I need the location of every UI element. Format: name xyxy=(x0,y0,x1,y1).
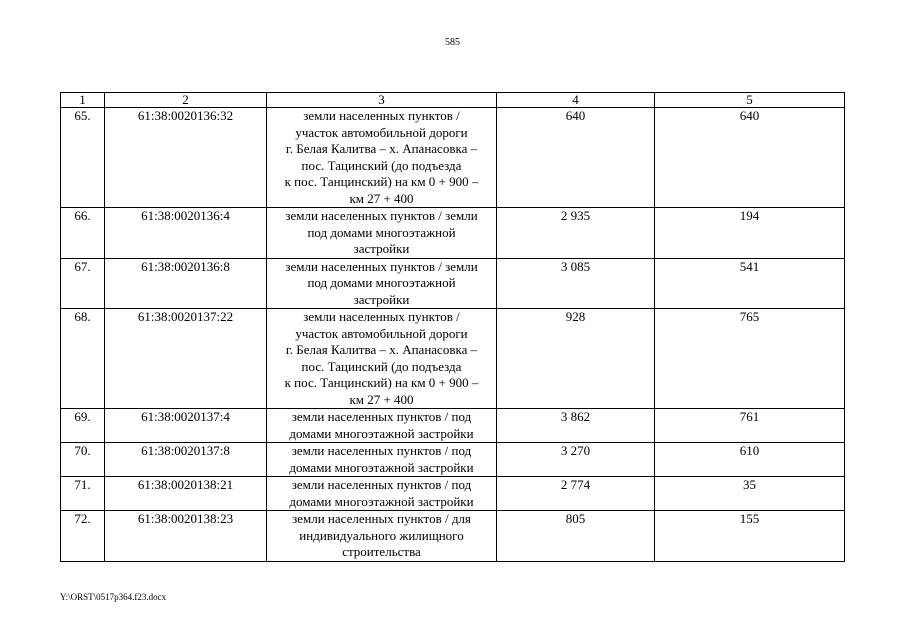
row-number: 69. xyxy=(61,409,105,443)
table-row xyxy=(61,409,845,443)
cadastral-number: 61:38:0020138:21 xyxy=(105,477,267,511)
row-number: 67. xyxy=(61,258,105,309)
row-number: 70. xyxy=(61,443,105,477)
cadastral-number: 61:38:0020137:22 xyxy=(105,309,267,409)
col5-value: 765 xyxy=(655,309,845,409)
col4-value: 805 xyxy=(497,511,655,562)
table-header-row xyxy=(61,93,845,108)
land-description: земли населенных пунктов / под домами многоэтажной застройки xyxy=(267,477,497,511)
table-row xyxy=(61,511,845,562)
table-header xyxy=(61,93,845,108)
page-number: 585 xyxy=(445,37,460,48)
row-number: 66. xyxy=(61,208,105,259)
header-col-2: 2 xyxy=(105,93,267,108)
land-description: земли населенных пунктов / земли под домами многоэтажной застройки xyxy=(267,208,497,259)
col5-value: 640 xyxy=(655,108,845,208)
col5-value: 610 xyxy=(655,443,845,477)
land-description: земли населенных пунктов / земли под домами многоэтажной застройки xyxy=(267,258,497,309)
col4-value: 928 xyxy=(497,309,655,409)
table-row xyxy=(61,443,845,477)
col4-value: 640 xyxy=(497,108,655,208)
table-row xyxy=(61,108,845,208)
row-number: 72. xyxy=(61,511,105,562)
row-number: 71. xyxy=(61,477,105,511)
land-plots-table xyxy=(60,92,845,562)
row-number: 65. xyxy=(61,108,105,208)
table-row xyxy=(61,309,845,409)
header-col-1: 1 xyxy=(61,93,105,108)
cadastral-number: 61:38:0020138:23 xyxy=(105,511,267,562)
col5-value: 35 xyxy=(655,477,845,511)
col4-value: 3 085 xyxy=(497,258,655,309)
table-body xyxy=(61,108,845,562)
col4-value: 3 862 xyxy=(497,409,655,443)
land-description: земли населенных пунктов / под домами многоэтажной застройки xyxy=(267,443,497,477)
col5-value: 155 xyxy=(655,511,845,562)
col4-value: 2 935 xyxy=(497,208,655,259)
table-row xyxy=(61,208,845,259)
footer-file-path: Y:\ORST\0517p364.f23.docx xyxy=(60,592,167,602)
table-row xyxy=(61,477,845,511)
cadastral-number: 61:38:0020136:8 xyxy=(105,258,267,309)
col4-value: 3 270 xyxy=(497,443,655,477)
header-col-5: 5 xyxy=(655,93,845,108)
cadastral-number: 61:38:0020137:8 xyxy=(105,443,267,477)
land-description: земли населенных пунктов / под домами многоэтажной застройки xyxy=(267,409,497,443)
land-description: земли населенных пунктов / для индивидуального жилищного строительства xyxy=(267,511,497,562)
col4-value: 2 774 xyxy=(497,477,655,511)
col5-value: 761 xyxy=(655,409,845,443)
land-description: земли населенных пунктов / участок автомобильной дороги г. Белая Калитва – х. Апанасовка – пос. Тацинский (до подъезда к пос. Танцинский) на км 0 + 900 – км 27 + 400 xyxy=(267,108,497,208)
row-number: 68. xyxy=(61,309,105,409)
cadastral-number: 61:38:0020136:32 xyxy=(105,108,267,208)
cadastral-number: 61:38:0020136:4 xyxy=(105,208,267,259)
col5-value: 541 xyxy=(655,258,845,309)
header-col-4: 4 xyxy=(497,93,655,108)
table-row xyxy=(61,258,845,309)
header-col-3: 3 xyxy=(267,93,497,108)
col5-value: 194 xyxy=(655,208,845,259)
cadastral-number: 61:38:0020137:4 xyxy=(105,409,267,443)
land-description: земли населенных пунктов / участок автомобильной дороги г. Белая Калитва – х. Апанасовка – пос. Тацинский (до подъезда к пос. Танцинский) на км 0 + 900 – км 27 + 400 xyxy=(267,309,497,409)
